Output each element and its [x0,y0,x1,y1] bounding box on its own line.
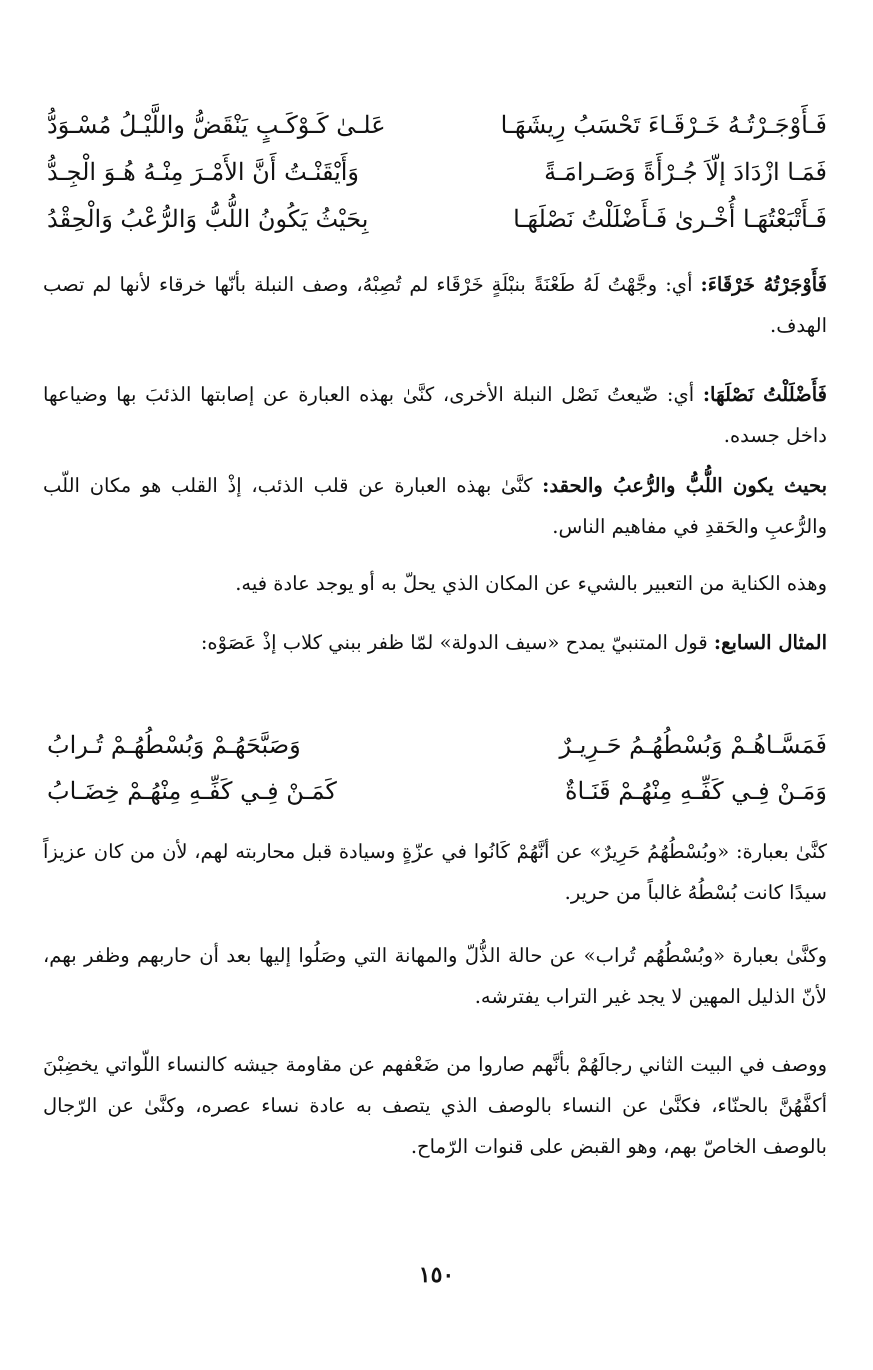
explanation-text: أي: وجَّهْتُ لَهُ طَعْنَةً بنبْلَةٍ خَرْقَاء لم تُصِبْهُ، وصف النبلة بأنّها خرقاء لأنها لم تصب الهدف. [43,273,827,337]
example-text: قول المتنبيّ يمدح «سيف الدولة» لمّا ظفر ببني كلاب إذْ عَصَوْه: [200,631,714,654]
verse-line [47,155,827,189]
explanation-paragraph [43,264,827,346]
verse-line [47,774,827,808]
verse-second-hemistich: وَصَبَّحَهُـمْ وَبُسْطُهُـمْ تُـرابُ [47,731,301,759]
explanation-paragraph [43,374,827,456]
verse-second-hemistich: كَمَـنْ فِـي كَفِّـهِ مِنْهُـمْ خِضَـابُ [47,777,337,805]
example-label: المثال السابع: [713,631,827,654]
verse-first-hemistich: فَمَـا ازْدَادَ إلّاَ جُـرْأَةً وَصَـرامَـةً [544,158,827,186]
explanation-text: وهذه الكناية من التعبير بالشيء عن المكان الذي يحلّ به أو يوجد عادة فيه. [235,572,827,595]
verse-second-hemistich: بِحَيْثُ يَكُونُ اللُّبُّ وَالرُّعْبُ وَالْحِقْدُ [47,205,369,233]
explained-term: فَأَوْجَرْتُهُ خَرْقَاءَ: [700,273,828,296]
explained-term: بحيث يكون اللُّبُّ والرُّعبُ والحقد: [542,474,827,497]
example-heading-paragraph [43,622,827,663]
verse-line [47,728,827,762]
verse-first-hemistich: فَـأَوْجَـرْتُـهُ خَـرْقَـاءَ تَحْسَبُ رِيشَهَـا [500,111,827,139]
verse-first-hemistich: وَمَـنْ فِـي كَفِّـهِ مِنْهُـمْ قَنَـاةٌ [564,777,827,805]
explained-term: فَأَضْلَلْتُ نَصْلَهَا: [702,383,827,406]
verse-second-hemistich: عَلـىٰ كَـوْكَـبٍ يَنْقَضُّ واللَّيْـلُ مُسْـوَدُّ [47,111,386,139]
explanation-paragraph [43,563,827,604]
page-number: ١٥٠ [418,1262,455,1288]
verse-first-hemistich: فَـأَتْبَعْتُهَـا أُخْـرىٰ فَـأَضْلَلْتُ نَصْلَهَـا [513,205,827,233]
commentary-paragraph: ووصف في البيت الثاني رجالَهُمْ بأنَّهم صاروا من ضَعْفهم عن مقاومة جيشه كالنساء اللّواتي يخضِبْنَ أكفَّهُنَّ بالحنّاء، فكنَّىٰ عن النساء بالوصف الذي يتصف به عادة نساء عصره، وكنَّىٰ عن الرّجال بالوصف الخاصّ بهم، وهو القبض على قنوات الرّماح. [43,1053,827,1158]
verse-first-hemistich: فَمَسَّـاهُـمْ وَبُسْطُهُـمُ حَـرِيـرٌ [559,731,827,759]
explanation-text: كنَّىٰ بهذه العبارة عن قلب الذئب، إذْ القلب هو مكان اللّب والرُّعبِ والحَقدِ في مفاهيم الناس. [43,474,827,538]
explanation-paragraph [43,465,827,547]
verse-second-hemistich: وَأَيْقَنْـتُ أَنَّ الأَمْـرَ مِنْـهُ هُـوَ الْجِـدُّ [47,158,360,186]
explanation-text: أي: ضّيعتُ نَصْل النبلة الأخرى، كنَّىٰ بهذه العبارة عن إصابتها الذئبَ بها وضياعها داخل جسده. [43,383,827,447]
commentary-paragraph: وكنَّىٰ بعبارة «وبُسْطُهُم تُراب» عن حالة الذُّلّ والمهانة التي وصَلُوا إليها بعد أن حاربهم وظفر بهم، لأنّ الذليل المهين لا يجد غير التراب يفترشه. [43,944,827,1008]
commentary-paragraph: كنَّىٰ بعبارة: «وبُسْطُهُمُ حَرِيرٌ» عن أنَّهُمْ كَانُوا في عزّةٍ وسيادة قبل محاربته لهم، لأن من كان عزيزاً سيدًا كانت بُسْطُهُ غالباً من حرير. [43,840,827,904]
verse-line [47,202,827,236]
verse-line [47,108,827,142]
